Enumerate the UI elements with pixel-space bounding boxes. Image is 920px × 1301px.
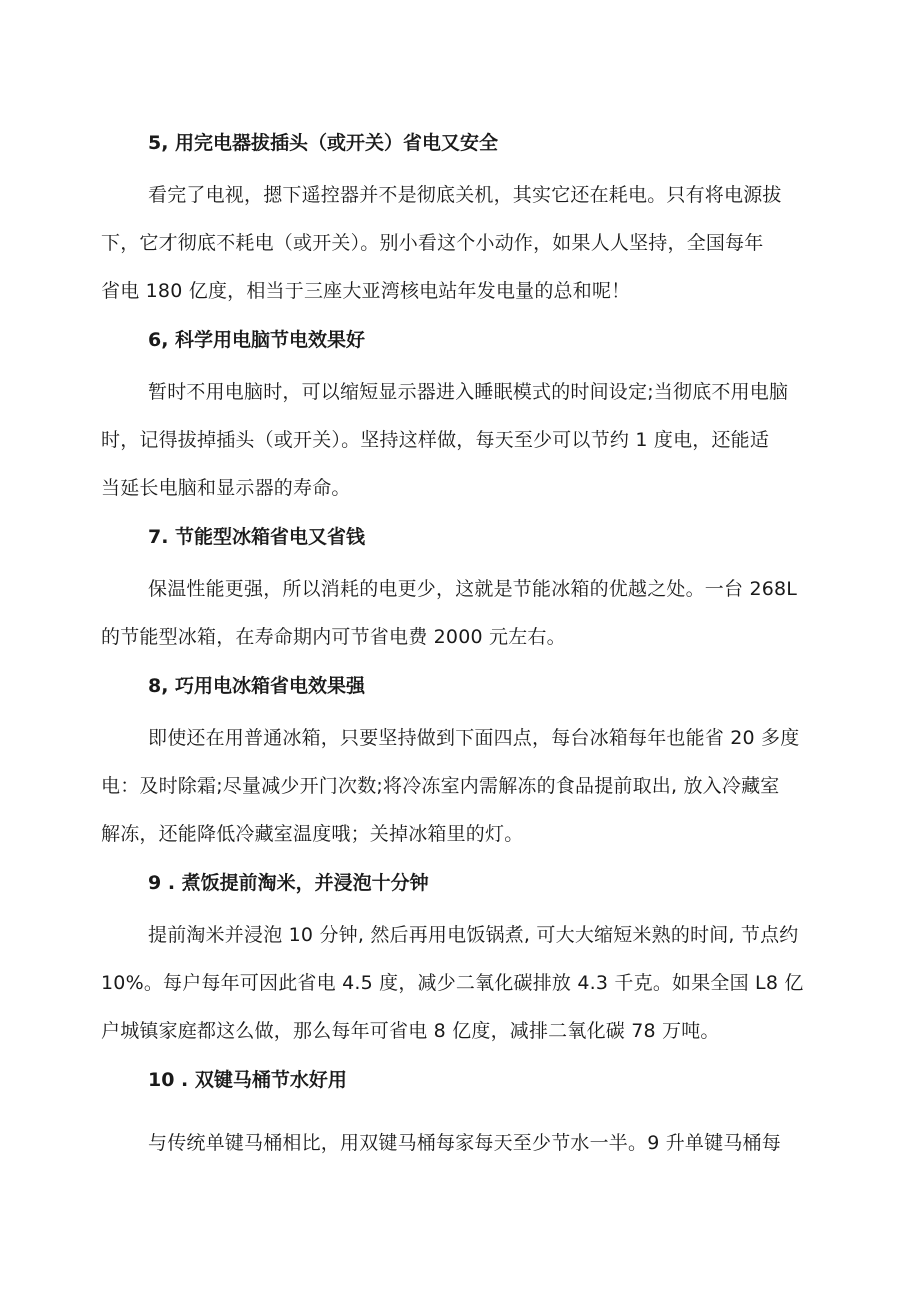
paragraph-line: 当延长电脑和显示器的寿命。 xyxy=(101,477,351,499)
paragraph-line: 的节能型冰箱，在寿命期内可节省电费 2000 元左右。 xyxy=(101,626,566,648)
section-heading: 8, 巧用电冰箱省电效果强 xyxy=(148,675,366,697)
paragraph-line: 提前淘米并浸泡 10 分钟, 然后再用电饭锅煮, 可大大缩短米熟的时间, 节点约 xyxy=(148,924,799,946)
paragraph-line: 电：及时除霜;尽量减少开门次数;将冷冻室内需解冻的食品提前取出, 放入冷藏室 xyxy=(101,775,780,797)
paragraph-line: 看完了电视，摁下遥控器并不是彻底关机，其实它还在耗电。只有将电源拔 xyxy=(148,184,782,206)
paragraph-line: 户城镇家庭都这么做，那么每年可省电 8 亿度，减排二氧化碳 78 万吨。 xyxy=(101,1020,720,1042)
section-paragraph xyxy=(101,911,821,1055)
section-heading: 6, 科学用电脑节电效果好 xyxy=(148,329,366,351)
section-paragraph xyxy=(101,714,821,858)
paragraph-line: 暂时不用电脑时，可以缩短显示器进入睡眠模式的时间设定;当彻底不用电脑 xyxy=(148,381,789,403)
paragraph-line: 即使还在用普通冰箱，只要坚持做到下面四点，每台冰箱每年也能省 20 多度 xyxy=(148,727,800,749)
paragraph-line: 解冻，还能降低冷藏室温度哦；关掉冰箱里的灯。 xyxy=(101,823,524,845)
section-heading: 9 . 煮饭提前淘米，并浸泡十分钟 xyxy=(148,872,429,894)
section-heading: 7. 节能型冰箱省电又省钱 xyxy=(148,526,366,548)
section-paragraph xyxy=(101,565,821,661)
section-8 xyxy=(101,669,821,858)
section-10 xyxy=(101,1063,821,1167)
section-paragraph xyxy=(101,368,821,512)
paragraph-line: 保温性能更强，所以消耗的电更少，这就是节能冰箱的优越之处。一台 268L xyxy=(148,578,798,600)
section-7 xyxy=(101,520,821,661)
paragraph-line: 省电 180 亿度，相当于三座大亚湾核电站年发电量的总和呢！ xyxy=(101,280,631,302)
section-5 xyxy=(101,126,821,315)
section-6 xyxy=(101,323,821,512)
paragraph-line: 与传统单键马桶相比，用双键马桶每家每天至少节水一半。9 升单键马桶每 xyxy=(148,1132,781,1154)
section-heading: 10 . 双键马桶节水好用 xyxy=(148,1069,347,1091)
section-paragraph xyxy=(101,1119,821,1167)
section-heading: 5, 用完电器拔插头（或开关）省电又安全 xyxy=(148,132,499,154)
section-9 xyxy=(101,866,821,1055)
paragraph-line: 10%。每户每年可因此省电 4.5 度，减少二氧化碳排放 4.3 千克。如果全国 L8 亿 xyxy=(101,972,804,994)
section-paragraph xyxy=(101,171,821,315)
paragraph-line: 下，它才彻底不耗电（或开关）。别小看这个小动作，如果人人坚持，全国每年 xyxy=(101,232,764,254)
paragraph-line: 时，记得拔掉插头（或开关）。坚持这样做，每天至少可以节约 1 度电，还能适 xyxy=(101,429,770,451)
document-body xyxy=(101,126,821,1175)
